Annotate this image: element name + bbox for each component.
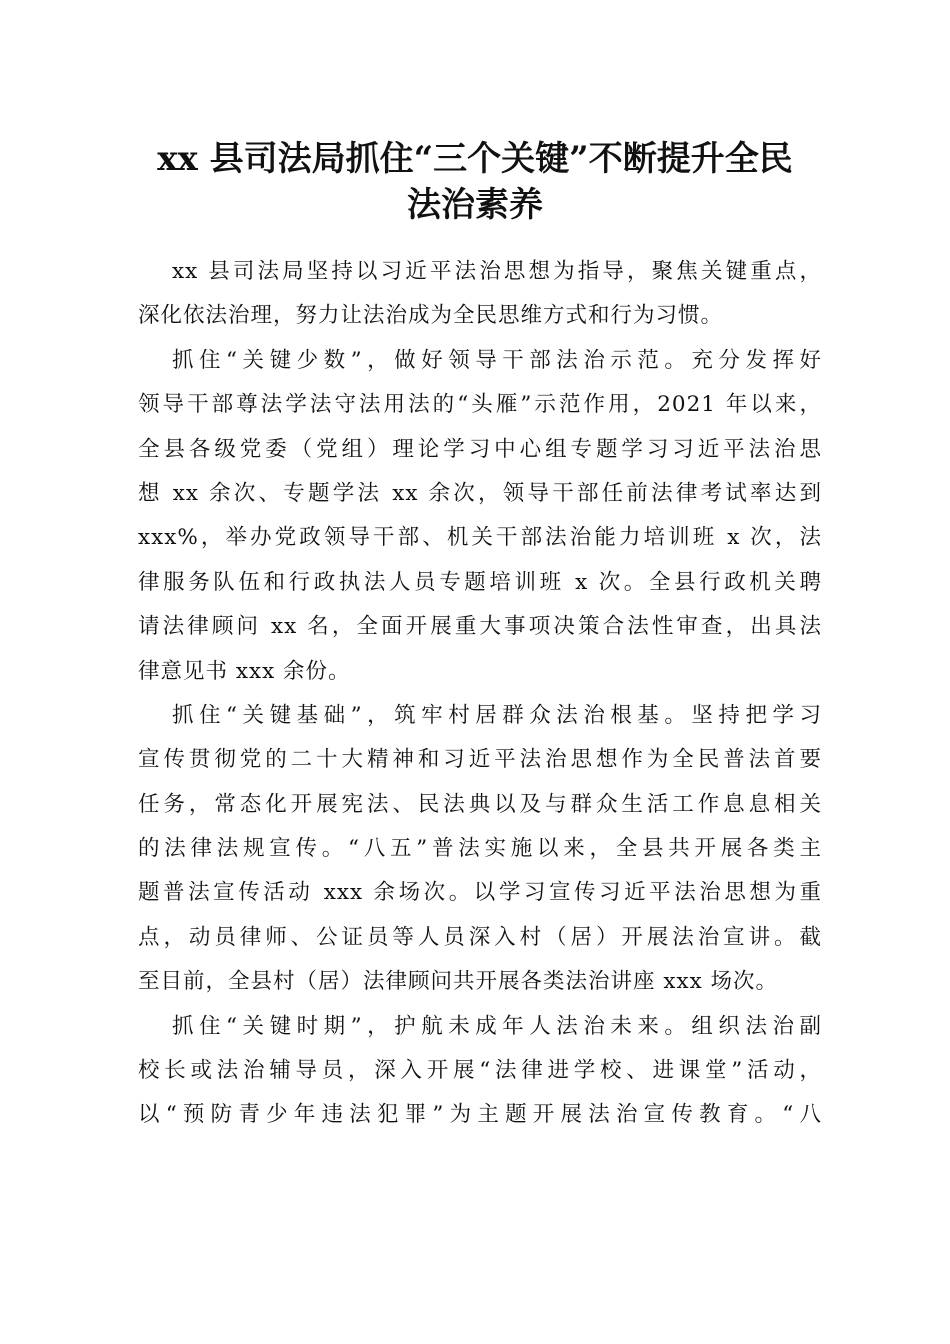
paragraph: [138, 256, 822, 345]
paragraph-line: 律意见书 xxx 余份。: [138, 658, 351, 684]
paragraph: [138, 1011, 822, 1144]
paragraph-line: 律服务队伍和行政执法人员专题培训班 x 次。全县行政机关聘: [138, 569, 822, 595]
paragraph-line: 至目前，全县村（居）法律顾问共开展各类法治讲座 xxx 场次。: [138, 969, 779, 995]
paragraph: [138, 345, 822, 700]
title-line-1: xx 县司法局抓住“三个关键”不断提升全民: [157, 139, 793, 179]
paragraph-line: 抓住“关键基础”，筑牢村居群众法治根基。坚持把学习: [172, 702, 822, 728]
paragraph-line: 点，动员律师、公证员等人员深入村（居）开展法治宣讲。截: [138, 924, 822, 950]
paragraph-line: 题普法宣传活动 xxx 余场次。以学习宣传习近平法治思想为重: [138, 880, 822, 906]
paragraph-line: 宣传贯彻党的二十大精神和习近平法治思想作为全民普法首要: [138, 747, 822, 773]
paragraph-line: 校长或法治辅导员，深入开展“法律进学校、进课堂”活动，: [138, 1058, 822, 1084]
title-line-2: 法治素养: [407, 185, 543, 225]
paragraph-line: 深化依法治理，努力让法治成为全民思维方式和行为习惯。: [138, 303, 724, 329]
paragraph-line: 抓住“关键时期”，护航未成年人法治未来。组织法治副: [172, 1013, 822, 1039]
paragraph-line: 的法律法规宣传。“八五”普法实施以来，全县共开展各类主: [138, 836, 822, 862]
paragraph-line: 全县各级党委（党组）理论学习中心组专题学习习近平法治思: [138, 436, 822, 462]
paragraph-line: 抓住“关键少数”，做好领导干部法治示范。充分发挥好: [172, 347, 822, 373]
paragraph-line: 请法律顾问 xx 名，全面开展重大事项决策合法性审查，出具法: [138, 614, 822, 640]
document-title: [120, 136, 830, 228]
paragraph-line: 任务，常态化开展宪法、民法典以及与群众生活工作息息相关: [138, 791, 822, 817]
paragraph-line: xxx%，举办党政领导干部、机关干部法治能力培训班 x 次，法: [138, 525, 822, 551]
paragraph-line: 以“预防青少年违法犯罪”为主题开展法治宣传教育。“八: [138, 1102, 822, 1128]
paragraph-line: xx 县司法局坚持以习近平法治思想为指导，聚焦关键重点，: [172, 259, 822, 284]
paragraph-line: 想 xx 余次、专题学法 xx 余次，领导干部任前法律考试率达到: [138, 480, 822, 506]
document-body: [138, 256, 822, 1144]
paragraph: [138, 700, 822, 1011]
paragraph-line: 领导干部尊法学法守法用法的“头雁”示范作用，2021 年以来，: [138, 392, 822, 418]
